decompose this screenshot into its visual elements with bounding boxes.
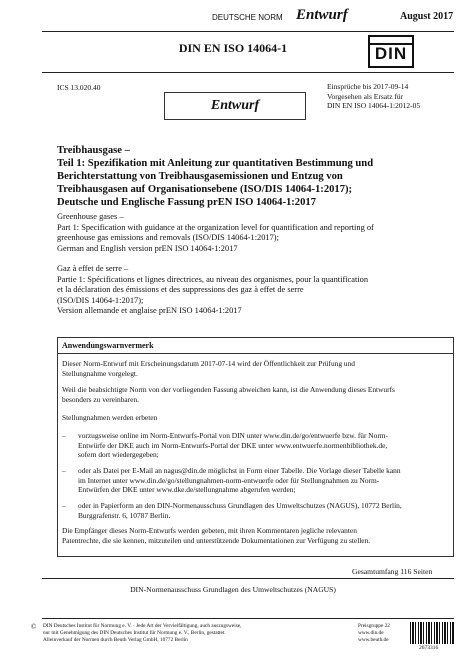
notice-heading: Anwendungswarnvermerk	[62, 341, 154, 350]
footer-right	[358, 623, 390, 644]
draft-box-label: Entwurf	[210, 98, 260, 113]
objection-deadline: Einsprüche bis 2017-09-14	[327, 82, 409, 91]
title-bar-bottom-rule	[42, 72, 454, 73]
bullet-line: Burggrafenstr. 6, 10787 Berlin.	[78, 510, 171, 520]
meta-right	[327, 82, 420, 111]
title-de-line: Treibhausgase –	[57, 145, 130, 156]
bullet-item: – oder in Papierform an den DIN-Normenausschuss Grundlagen des Umweltschutzes (NAGUS), 10772 Berlin, Burggrafenstr. 6, 10787 Berlin.	[62, 501, 402, 520]
footer-legal	[43, 623, 241, 644]
title-en	[57, 212, 374, 254]
title-de	[57, 144, 373, 209]
din-logo-text: DIN	[374, 44, 408, 63]
notice-para-line: Dieser Norm-Entwurf mit Erscheinungsdatum 2017-07-14 wird der Öffentlichkeit zur Prüfung und	[62, 359, 355, 368]
header-date: August 2017	[400, 11, 454, 22]
document-code: 2673316	[419, 645, 439, 651]
title-fr-line: Version allemande et anglaise prEN ISO 14064-1:2017	[57, 306, 242, 315]
bullet-line: sofern dort wiedergegeben;	[78, 450, 159, 459]
header-status: Entwurf	[296, 7, 348, 23]
bullet-line: vorzugsweise online im Norm-Entwurfs-Portal von DIN unter www.din.de/go/entwuerfe bzw. für Norm-	[78, 431, 388, 440]
bullet-line: Entwürfe der DKE auch im Norm-Entwurfs-Portal der DKE unter www.entwuerfe.normenbibliothek.de,	[78, 440, 388, 450]
title-de-line: Deutsche und Englische Fassung prEN ISO 14064-1:2017	[57, 197, 316, 208]
footer-legal-line: Alleinverkauf der Normen durch Beuth Verlag GmbH, 10772 Berlin	[43, 637, 188, 643]
price-group: Preisgruppe 22	[358, 623, 390, 629]
committee-name: DIN-Normenausschuss Grundlagen des Umweltschutzes (NAGUS)	[130, 585, 336, 594]
replacement-line-1: Vorgesehen als Ersatz für	[327, 91, 404, 101]
committee-top-rule	[42, 578, 454, 579]
title-fr-line: et la déclaration des émissions et des suppressions des gaz à effet de serre	[57, 285, 304, 294]
web-din-link[interactable]: www.din.de	[358, 630, 384, 636]
bullet-line: oder als Datei per E-Mail an nagus@din.de möglichst in Form einer Tabelle. Die Vorlage dieser Tabelle kann	[78, 466, 401, 475]
footer-legal-line: DIN Deutsches Institut für Normung e. V. · Jede Art der Vervielfältigung, auch auszugsweise,	[43, 623, 242, 629]
notice-para-line: Die Empfänger dieses Norm-Entwurfs werden gebeten, mit ihren Kommentaren jegliche relevanten	[62, 526, 357, 535]
bullet-item: – vorzugsweise online im Norm-Entwurfs-Portal von DIN unter www.din.de/go/entwuerfe bzw. für Norm- Entwürfe der DKE auch im Norm-Entwurfs-Portal der DKE unter www.entwuerfe.normenbibliothek.de, sofern dort wiedergegeben;	[62, 431, 388, 459]
title-en-line: Part 1: Specification with guidance at the organization level for quantification and reporting of	[57, 222, 374, 232]
title-en-line: greenhouse gas emissions and removals (ISO/DIS 14064-1:2017);	[57, 233, 279, 242]
web-beuth-link[interactable]: www.beuth.de	[358, 637, 389, 643]
copyright-symbol: ©	[31, 623, 37, 631]
ics-code: ICS 13.020.40	[57, 83, 101, 92]
title-en-line: German and English version prEN ISO 14064-1:2017	[57, 243, 238, 253]
title-fr-line: Partie 1: Spécifications et lignes directrices, au niveau des organismes, pour la quantification	[57, 274, 369, 284]
application-warning-box	[57, 337, 454, 557]
bullet-line: im Internet unter www.din.de/go/stellungnahmen-norm-entwuerfe oder für Stellungnahmen zu Norm-	[78, 475, 380, 485]
notice-para-line: Patentrechte, die sie kennen, mitzuteilen und unterstützende Dokumentationen zur Verfügung zu stellen.	[62, 535, 371, 545]
notice-para-line: Stellungnahme vorgelegt.	[62, 368, 138, 378]
draft-box	[164, 92, 306, 120]
din-logo	[368, 35, 414, 68]
title-fr-line: Gaz à effet de serre –	[57, 264, 129, 273]
page-count: Gesamtumfang 116 Seiten	[352, 567, 433, 576]
footer-legal-line: nur mit Genehmigung des DIN Deutsches Institut für Normung e. V., Berlin, gestattet.	[43, 630, 226, 636]
committee-bottom-rule	[42, 618, 454, 619]
bullet-line: Entwürfen der DKE unter www.dke.de/stellungnahme abgerufen werden;	[78, 485, 296, 494]
replacement-line-2: DIN EN ISO 14064-1:2012-05	[327, 101, 421, 110]
title-de-line: Berichterstattung von Treibhausgasemissionen und Entzug von	[57, 171, 343, 182]
title-fr-line: (ISO/DIS 14064-1:2017);	[57, 295, 144, 305]
title-de-line: Teil 1: Spezifikation mit Anleitung zur quantitativen Bestimmung und	[57, 158, 374, 169]
notice-para-line: besonders zu vereinbaren.	[62, 394, 139, 404]
bullet-line: oder in Papierform an den DIN-Normenausschuss Grundlagen des Umweltschutzes (NAGUS), 10772 Berlin,	[78, 501, 402, 510]
notice-request-label: Stellungnahmen werden erbeten	[62, 413, 158, 422]
title-bar-top-rule	[42, 31, 454, 32]
bullet-item: – oder als Datei per E-Mail an nagus@din.de möglichst in Form einer Tabelle. Die Vorlage dieser Tabelle kann im Internet unter www.din.de/go/stellungnahmen-norm-entwuerfe oder für Stellungnahmen zu Norm- Entwürfen der DKE unter www.dke.de/stellungnahme abgerufen werden;	[62, 466, 401, 494]
title-de-line: Treibhausgasen auf Organisationsebene (ISO/DIS 14064-1:2017);	[57, 184, 353, 195]
title-en-line: Greenhouse gases –	[57, 212, 124, 221]
notice-para-line: Weil die beabsichtigte Norm von der vorliegenden Fassung abweichen kann, ist die Anwendung dieses Entwurfs	[62, 385, 395, 394]
header-label: DEUTSCHE NORM	[212, 13, 283, 22]
title-fr	[57, 264, 368, 317]
standard-number: DIN EN ISO 14064-1	[178, 41, 288, 55]
barcode	[410, 622, 454, 644]
